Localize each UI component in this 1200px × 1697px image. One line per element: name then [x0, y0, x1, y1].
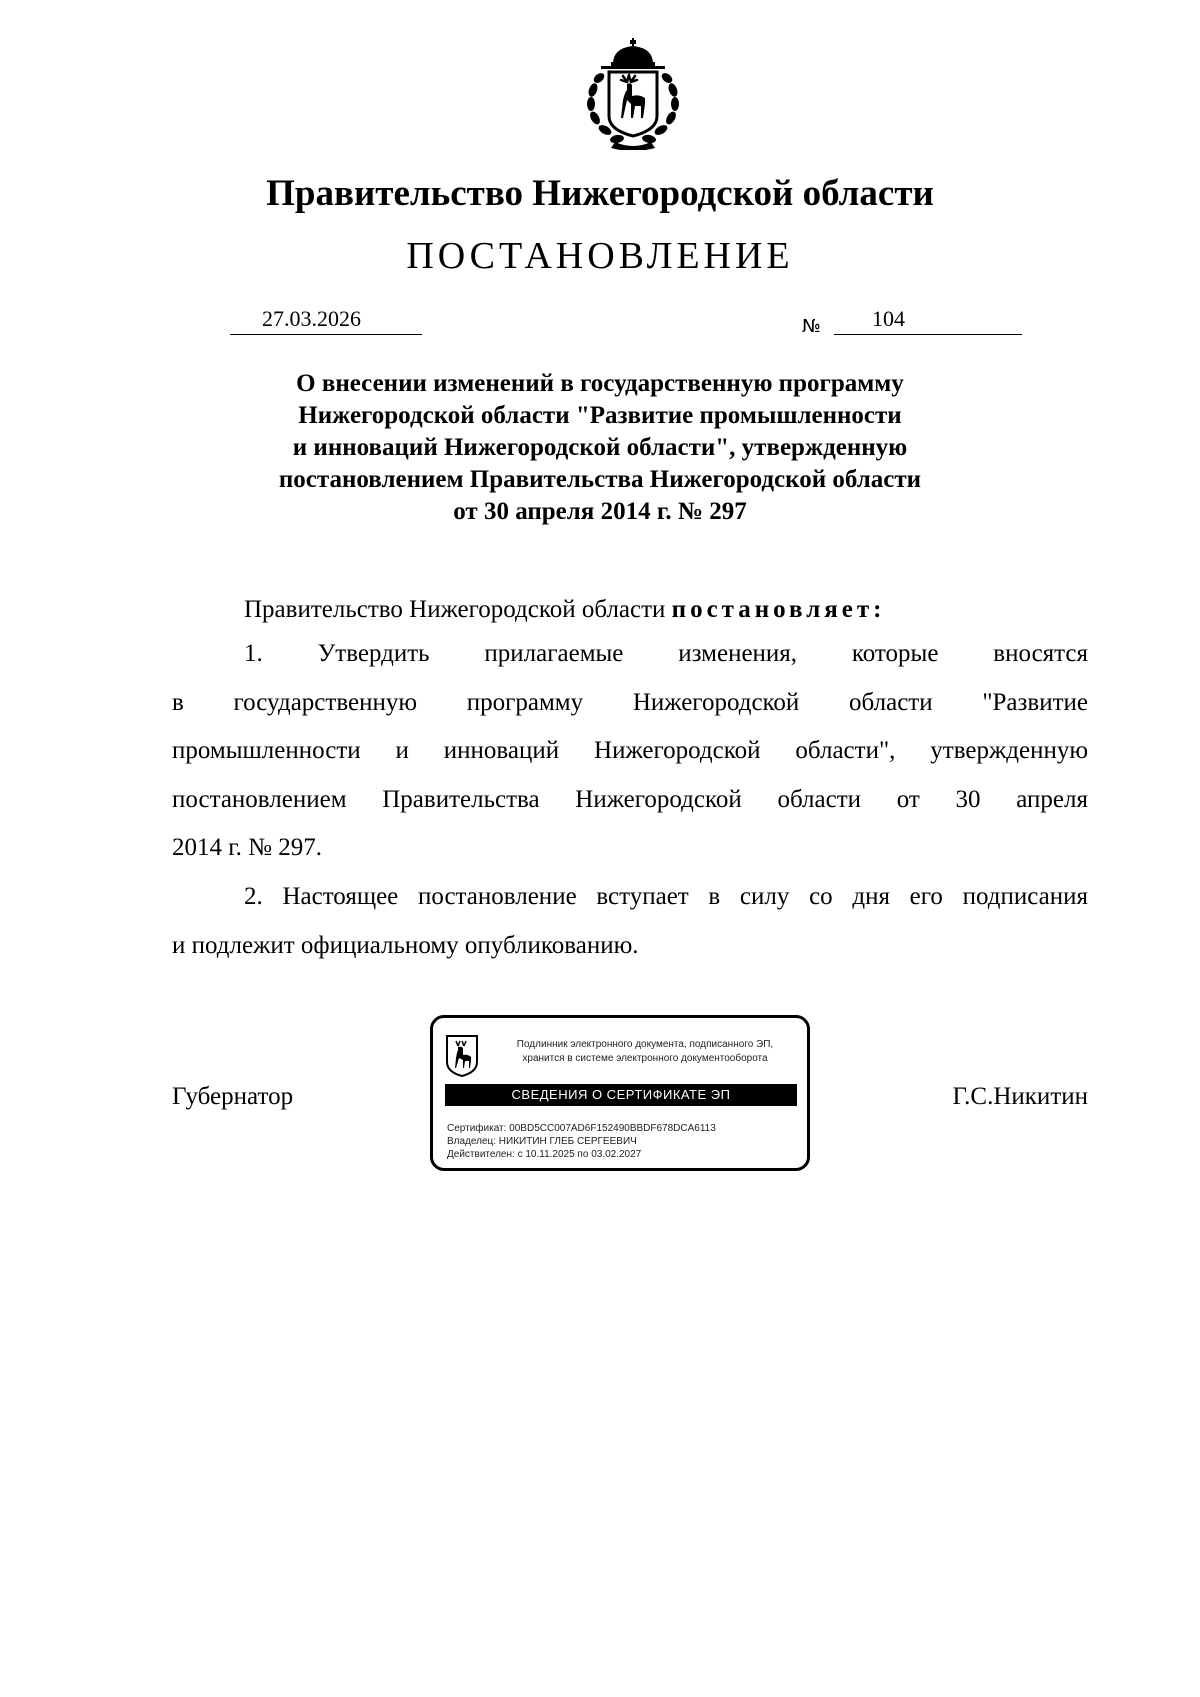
organization-title: Правительство Нижегородской области: [266, 173, 934, 214]
e-signature-stamp: [430, 1015, 810, 1171]
registration-date: 27.03.2026: [262, 306, 361, 331]
certificate-owner: Владелец: НИКИТИН ГЛЕБ СЕРГЕЕВИЧ: [447, 1136, 637, 1147]
paragraph-line: промышленности и инноваций Нижегородской области", утвержденную: [172, 737, 1088, 764]
subject-line: от 30 апреля 2014 г. № 297: [453, 498, 747, 525]
registration-number: 104: [872, 306, 905, 331]
stamp-note: [489, 1038, 801, 1066]
stamp-note-line: хранится в системе электронного документооборота: [522, 1053, 768, 1064]
intro-paragraph: [244, 596, 885, 624]
subject-line: О внесении изменений в государственную программу: [296, 370, 904, 397]
stamp-title: СВЕДЕНИЯ О СЕРТИФИКАТЕ ЭП: [445, 1084, 797, 1106]
paragraph-line: постановлением Правительства Нижегородской области от 30 апреля: [172, 785, 1088, 813]
paragraph-line: 1. Утвердить прилагаемые изменения, которые вносятся: [244, 640, 1088, 667]
paragraph-line: и подлежит официальному опубликованию.: [172, 931, 639, 959]
subject-line: и инноваций Нижегородской области", утвержденную: [292, 434, 908, 461]
document-subject: [160, 368, 1040, 528]
item-2-paragraph: [172, 873, 1088, 970]
paragraph-line: 2014 г. № 297.: [172, 834, 323, 861]
coat-of-arms-emblem: [575, 38, 691, 150]
certificate-info: [447, 1122, 716, 1161]
document-type: ПОСТАНОВЛЕНИЕ: [406, 235, 794, 277]
certificate-id: Сертификат: 00BD5CC007AD6F152490BBDF678DCA6113: [447, 1123, 716, 1134]
intro-verb: постановляет:: [671, 596, 886, 623]
paragraph-line: в государственную программу Нижегородской области "Развитие: [172, 688, 1088, 716]
subject-line: Нижегородской области "Развитие промышленности: [298, 402, 902, 429]
item-1-paragraph: [172, 630, 1088, 873]
intro-text: Правительство Нижегородской области: [244, 596, 666, 623]
number-sign: №: [802, 316, 821, 337]
subject-line: постановлением Правительства Нижегородской области: [278, 466, 922, 493]
coat-of-arms-icon: [445, 1034, 479, 1078]
paragraph-line: 2. Настоящее постановление вступает в силу со дня его подписания: [244, 883, 1088, 910]
signatory-name: Г.С.Никитин: [952, 1083, 1088, 1110]
certificate-validity: Действителен: с 10.11.2025 по 03.02.2027: [447, 1149, 642, 1160]
registration-date-field: [230, 306, 422, 335]
signatory-position: Губернатор: [172, 1083, 294, 1110]
stamp-note-line: Подлинник электронного документа, подписанного ЭП,: [516, 1039, 774, 1050]
registration-number-field: [834, 306, 1022, 335]
